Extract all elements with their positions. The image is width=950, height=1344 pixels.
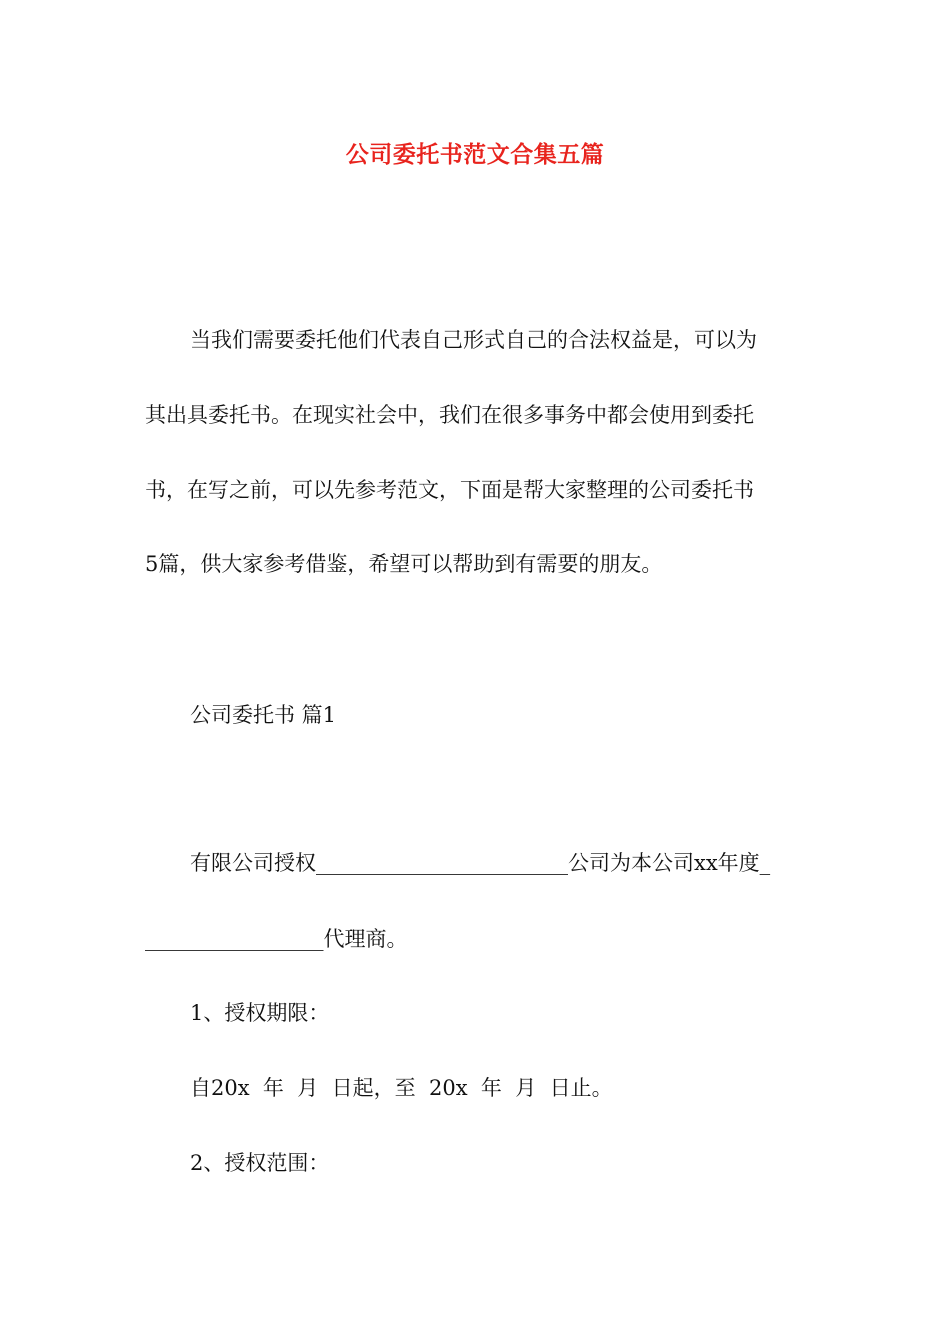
body-line-1: 有限公司授权________________________公司为本公司xx年度_ (190, 851, 771, 875)
intro-line-3: 书，在写之前，可以先参考范文，下面是帮大家整理的公司委托书 (145, 478, 754, 502)
document-title: 公司委托书范文合集五篇 (345, 142, 605, 168)
body-line-3: 1、授权期限： (190, 1001, 330, 1025)
body-line-5: 2、授权范围： (190, 1151, 330, 1175)
body-line-2: _________________代理商。 (145, 927, 408, 951)
intro-line-2: 其出具委托书。在现实社会中，我们在很多事务中都会使用到委托 (145, 403, 754, 427)
body-line-4: 自20x 年 月 日起，至 20x 年 月 日止。 (190, 1076, 613, 1100)
section-heading: 公司委托书 篇1 (190, 703, 337, 727)
intro-line-4: 5篇，供大家参考借鉴，希望可以帮助到有需要的朋友。 (145, 552, 663, 576)
intro-line-1: 当我们需要委托他们代表自己形式自己的合法权益是，可以为 (190, 328, 757, 352)
